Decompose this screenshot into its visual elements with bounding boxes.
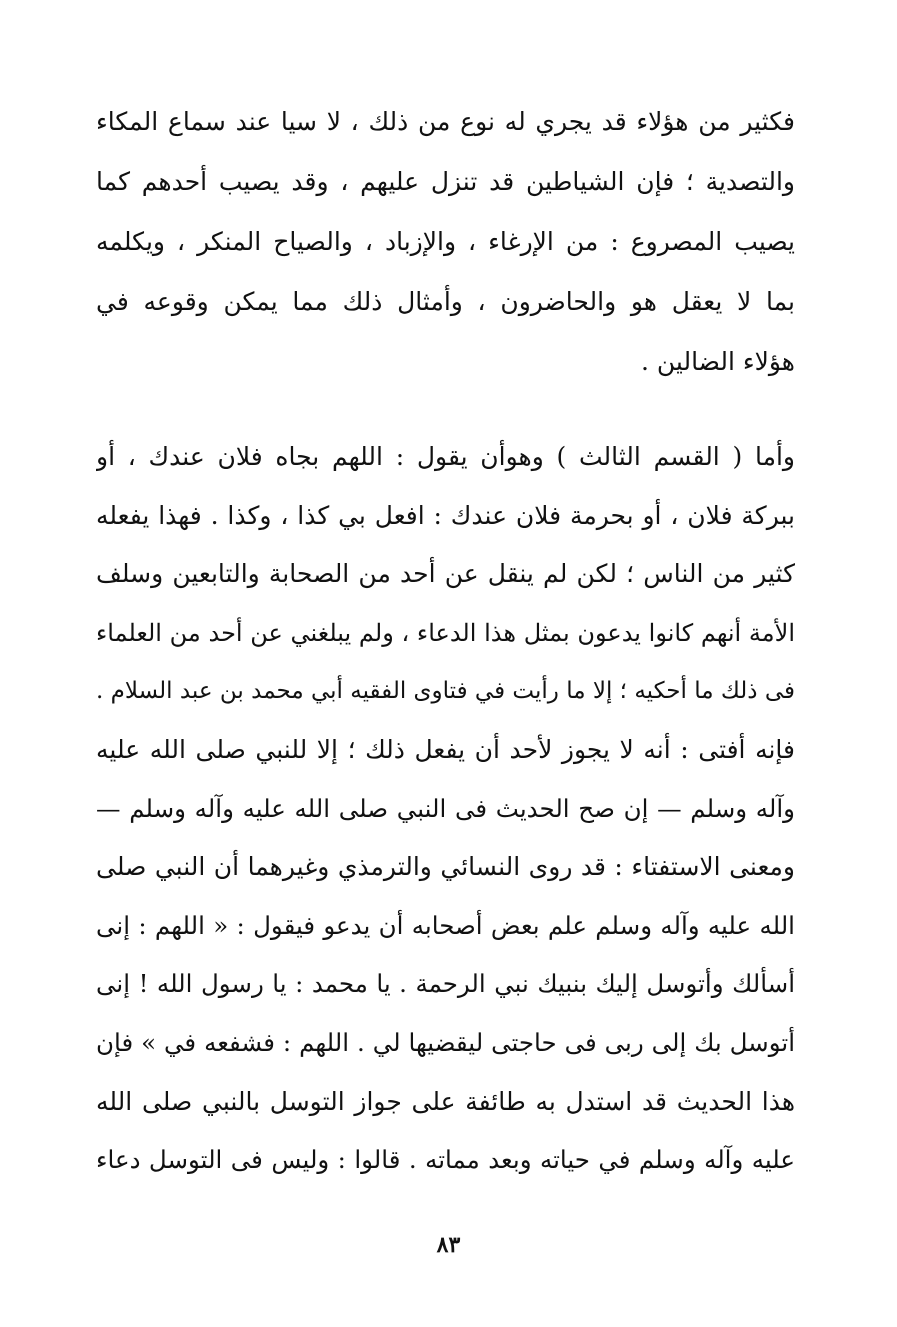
text-line: هؤلاء الضالين .: [640, 347, 795, 376]
text-line: ومعنى الاستفتاء : قد روى النسائي والترمذي وغيرهما أن النبي صلى: [96, 852, 795, 882]
text-line: يصيب المصروع : من الإرغاء ، والإزباد ، والصياح المنكر ، ويكلمه: [96, 227, 795, 256]
paragraph-1: [96, 92, 795, 392]
page-number: ٨٣: [436, 1232, 461, 1258]
text-line: فى ذلك ما أحكيه ؛ إلا ما رأيت في فتاوى الفقيه أبي محمد بن عبد السلام .: [96, 678, 795, 705]
text-line: كثير من الناس ؛ لكن لم ينقل عن أحد من الصحابة والتابعين وسلف: [96, 559, 795, 589]
text-line: وأما ( القسم الثالث ) وهوأن يقول : اللهم بجاه فلان عندك ، أو: [96, 442, 795, 471]
text-line: والتصدية ؛ فإن الشياطين قد تنزل عليهم ، وقد يصيب أحدهم كما: [96, 167, 795, 196]
paragraph-2: [96, 428, 795, 1190]
text-line: أسألك وأتوسل إليك بنبيك نبي الرحمة . يا محمد : يا رسول الله ! إنى: [96, 969, 795, 999]
text-line: فكثير من هؤلاء قد يجري له نوع من ذلك ، لا سيا عند سماع المكاء: [96, 107, 795, 136]
text-line: الأمة أنهم كانوا يدعون بمثل هذا الدعاء ، ولم يبلغني عن أحد من العلماء: [96, 618, 795, 647]
text-line: فإنه أفتى : أنه لا يجوز لأحد أن يفعل ذلك ؛ إلا للنبي صلى الله عليه: [96, 734, 795, 764]
text-line: الله عليه وآله وسلم علم بعض أصحابه أن يدعو فيقول : « اللهم : إنى: [96, 910, 795, 940]
text-line: ببركة فلان ، أو بحرمة فلان عندك : افعل بي كذا ، وكذا . فهذا يفعله: [96, 500, 795, 530]
text-line: هذا الحديث قد استدل به طائفة على جواز التوسل بالنبي صلى الله: [96, 1086, 795, 1116]
text-line: أتوسل بك إلى ربى فى حاجتى ليقضيها لي . اللهم : فشفعه في » فإن: [96, 1027, 795, 1057]
text-line: بما لا يعقل هو والحاضرون ، وأمثال ذلك مما يمكن وقوعه في: [96, 287, 795, 316]
text-line: وآله وسلم — إن صح الحديث فى النبي صلى الله عليه وآله وسلم —: [96, 793, 795, 823]
text-line: عليه وآله وسلم في حياته وبعد مماته . قالوا : وليس فى التوسل دعاء: [96, 1145, 795, 1175]
